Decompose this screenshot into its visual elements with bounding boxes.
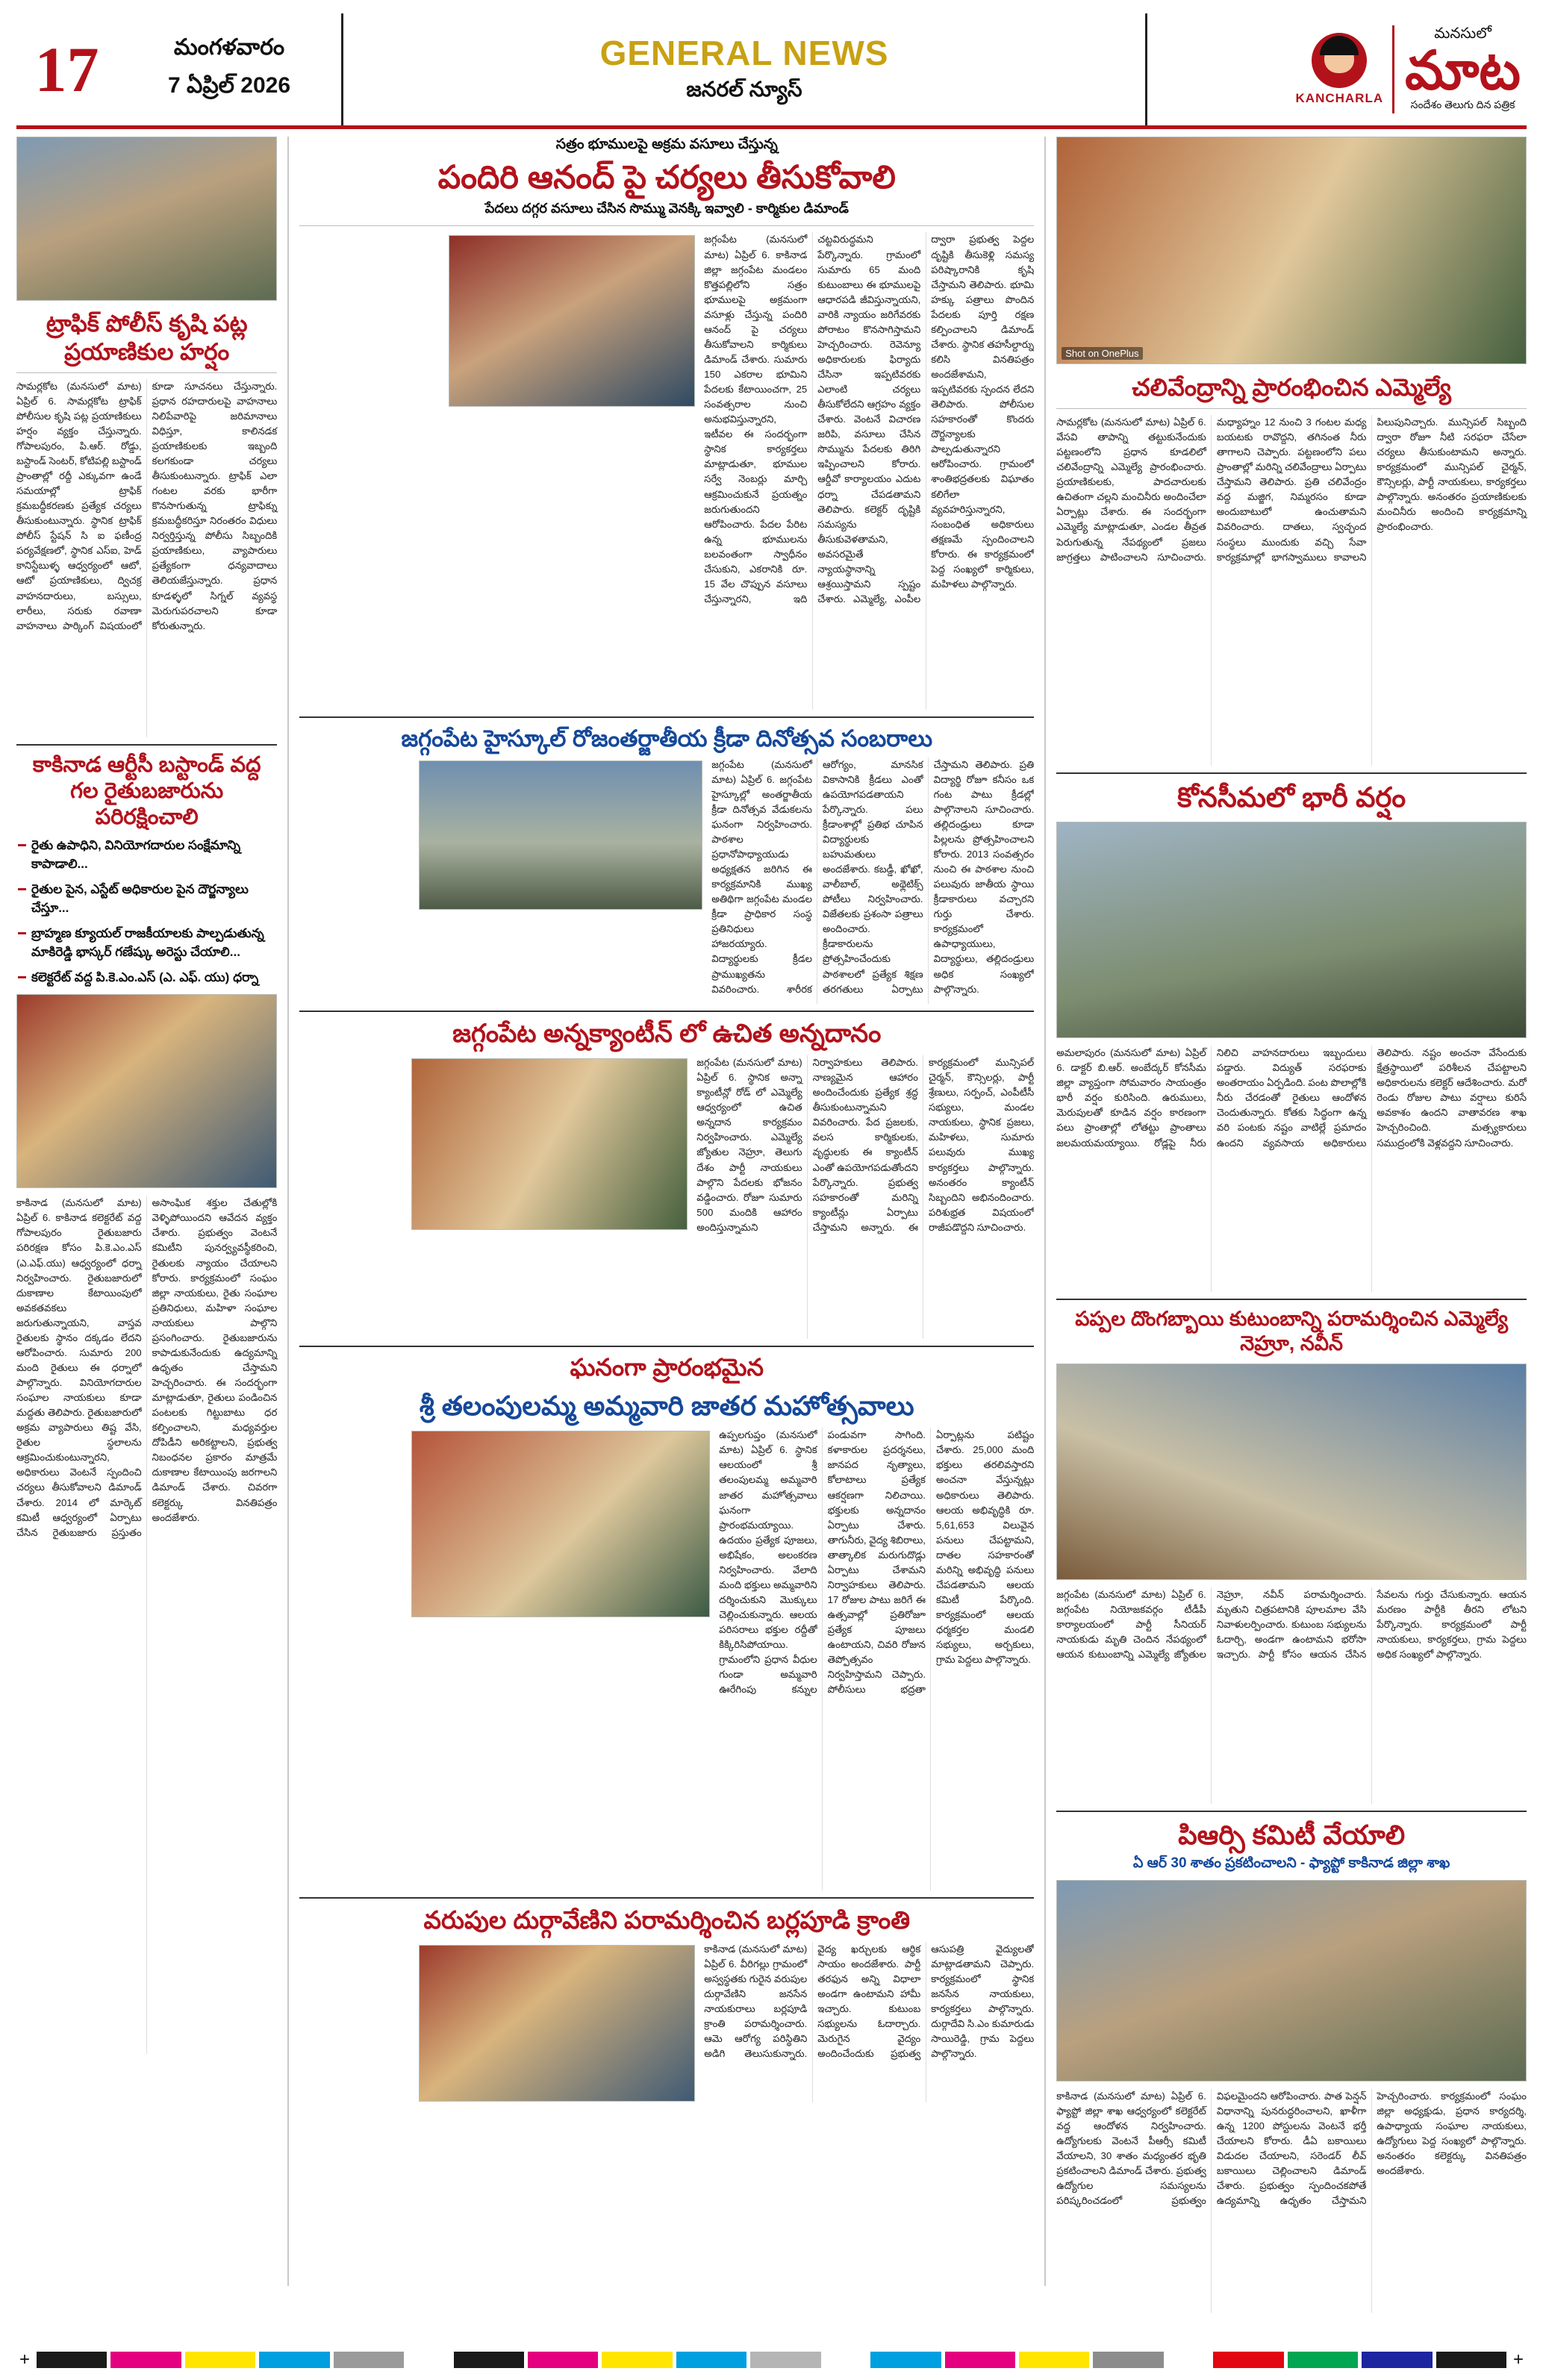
color-swatch bbox=[334, 2352, 404, 2368]
woman-face-icon bbox=[1312, 33, 1367, 88]
bullet-item: రైతుల పైన, ఎస్టేట్ అధికారుల పైన దౌర్జన్యాలు చేస్తూ... bbox=[16, 880, 277, 918]
color-swatch bbox=[37, 2352, 107, 2368]
section-title-en: GENERAL NEWS bbox=[599, 33, 889, 72]
bullet-item: కలెక్టరేట్ వద్ద పి.కె.ఎం.ఎస్ (ఎ. ఎఫ్. యు) ధర్నా bbox=[16, 968, 277, 987]
photo-dharna-protest bbox=[16, 994, 277, 1188]
logo-small-label: మనసులో bbox=[1434, 25, 1491, 43]
headline-rythubazar: కాకినాడ ఆర్టీసీ బస్టాండ్ వద్ద గల రైతుబజారును పరిరక్షించాలి bbox=[32, 752, 261, 830]
body-anand: జగ్గంపేట (మనసులో మాట) ఏప్రిల్ 6. కాకినాడ జిల్లా జగ్గంపేట మండలం కొత్తపల్లిలోని సత్రం భూములపై అక్రమంగా వసూళ్లు చేస్తున్న పందిరి ఆనంద్ పై చర్యలు తీసుకోవాలని కార్మికులు డిమాండ్ చేశారు. సుమారు 150 ఎకరాల భూమిని పేదలకు కేటాయించగా, 25 సంవత్సరాల నుంచి అనుభవిస్తున్నారని, ఇటీవల ఈ సందర్భంగా స్థానిక కార్యకర్తలు మాట్లాడుతూ, భూముల సర్వే నెంబర్లు మార్చి ఆక్రమించుకునే ప్రయత్నం జరుగుతుందని ఆరోపించారు. పేదల పేరిట ఉన్న భూములను బలవంతంగా స్వాధీనం చేసుకుని, ఎకరానికి రూ. 15 వేల చొప్పున వసూలు చేస్తున్నారని, ఇది చట్టవిరుద్ధమని పేర్కొన్నారు. గ్రామంలో సుమారు 65 మంది కుటుంబాలు ఈ భూములపై ఆధారపడి జీవిస్తున్నాయని, వారికి న్యాయం జరిగేవరకు పోరాటం కొనసాగిస్తామని హెచ్చరించారు. రెవెన్యూ అధికారులకు ఫిర్యాదు చేసినా ఇప్పటివరకు ఎలాంటి చర్యలు తీసుకోలేదని ఆగ్రహం వ్యక్తం చేశారు. వెంటనే విచారణ జరిపి, వసూలు చేసిన సొమ్మును పేదలకు తిరిగి ఇప్పించాలని కోరారు. ఆర్డీవో కార్యాలయం ఎదుట ధర్నా చేపడతామని తెలిపారు. కలెక్టర్ దృష్టికి సమస్యను తీసుకువెళతామని, అవసరమైతే న్యాయస్థానాన్ని ఆశ్రయిస్తామని స్పష్టం చేశారు. ఎమ్మెల్యే, ఎంపీల ద్వారా ప్రభుత్వ పెద్దల దృష్టికి తీసుకెళ్లి సమస్య పరిష్కారానికి కృషి చేస్తామని తెలిపారు. భూమి హక్కు పత్రాలు పొందిన పేదలకు పూర్తి రక్షణ కల్పించాలని డిమాండ్ చేశారు. స్థానిక తహసీల్దార్ను కలిసి వినతిపత్రం అందజేశామని, ఇప్పటివరకు స్పందన లేదని తెలిపారు. పోలీసుల సహకారంతో కొందరు దౌర్జన్యాలకు పాల్పడుతున్నారని ఆరోపించారు. గ్రామంలో శాంతిభద్రతలకు విఘాతం కలిగేలా వ్యవహరిస్తున్నారని, సంబంధిత అధికారులు తక్షణమే స్పందించాలని కోరారు. ఈ కార్యక్రమంలో పెద్ద సంఖ్యలో కార్మికులు, మహిళలు పాల్గొన్నారు. bbox=[704, 234, 1035, 605]
photo-watermark-label: Shot on OnePlus bbox=[1062, 347, 1142, 360]
story-jatara bbox=[299, 1428, 1034, 1890]
color-swatch-gap bbox=[825, 2352, 867, 2368]
photo-janasena-visit bbox=[419, 1945, 695, 2102]
publication-logo bbox=[1147, 13, 1527, 125]
section-title-block bbox=[341, 13, 1147, 125]
headline-condolence-visit: పప్పల దొంగబ్బాయి కుటుంబాన్ని పరామర్శించిన ఎమ్మెల్యే నెహ్రూ, నవీన్ bbox=[1075, 1308, 1508, 1355]
body-traffic-police: సామర్లకోట (మనసులో మాట) ఏప్రిల్ 6. సామర్లకోట ట్రాఫిక్ పోలీసుల కృషి పట్ల ప్రయాణికులు హర్షం వ్యక్తం చేస్తున్నారు. గోపాలపురం, పి.ఆర్. రోడ్డు, బస్టాండ్ సెంటర్, కోటిపల్లి బస్టాండ్ ప్రాంతాల్లో రద్దీ ఎక్కువగా ఉండే సమయాల్లో ట్రాఫిక్ క్రమబద్ధీకరణకు ప్రత్యేక చర్యలు తీసుకుంటున్నారు. స్థానిక ట్రాఫిక్ పోలీస్ స్టేషన్ సి ఐ ఫణీంద్ర పర్యవేక్షణలో, స్థానిక ఎస్ఐ, హెడ్ కానిస్టేబుళ్ళ ఆధ్వర్యంలో ఆటో, ఆటో ప్రయాణికులు, ద్విచక్ర వాహనదారులు, బస్సులు, లారీలు, సరుకు రవాణా వాహనాలు పార్కింగ్ విషయంలో కూడా సూచనలు చేస్తున్నారు. ప్రధాన రహదారులపై వాహనాలు నిలిపేవారిపై జరిమానాలు విధిస్తూ, కాలినడక ప్రయాణికులకు ఇబ్బంది కలగకుండా చర్యలు తీసుకుంటున్నారు. ట్రాఫిక్ ఎలా గంటల వరకు భారీగా కొనసాగుతున్న ట్రాఫిక్ను క్రమబద్ధీకరిస్తూ నిరంతరం విధులు నిర్వర్తిస్తున్న పోలీసు సిబ్బందికి ప్రయాణికులు, వ్యాపారులు ప్రత్యేకంగా ధన్యవాదాలు తెలియజేస్తున్నారు. ప్రధాన కూడళ్ళలో సిగ్నల్ వ్యవస్థ మెరుగుపరచాలని కూడా కోరుతున్నారు. bbox=[16, 380, 278, 631]
color-swatch bbox=[1362, 2352, 1432, 2368]
right-column bbox=[1056, 137, 1527, 2286]
subhead-anand: పేదలు దగ్గర వసూలు చేసిన సొమ్ము వెనక్కి ఇవ్వాలి - కార్మికుల డిమాండ్ bbox=[484, 201, 849, 216]
story-anna-canteen bbox=[299, 1055, 1034, 1339]
color-swatch bbox=[1019, 2352, 1089, 2368]
color-swatch bbox=[602, 2352, 672, 2368]
bullet-item: బ్రాహ్మణ క్యూయల్ రాజకీయాలకు పాల్పడుతున్న మాకిరెడ్డి భాస్కర్ గణేష్కు అరెస్టు చేయాలి... bbox=[16, 924, 277, 962]
logo-kancharla-label: KANCHARLA bbox=[1295, 91, 1384, 105]
registration-mark-left: + bbox=[19, 2349, 30, 2370]
color-swatch bbox=[1436, 2352, 1506, 2368]
color-swatch bbox=[1093, 2352, 1163, 2368]
subhead-prc-committee: ఏ ఆర్ 30 శాతం ప్రకటించాలని - ఫ్యాప్టో కాకినాడ జిల్లా శాఖ bbox=[1132, 1855, 1450, 1871]
headline-jatara: శ్రీ తలంపులమ్మ అమ్మవారి జాతర మహోత్సవాలు bbox=[419, 1390, 914, 1422]
middle-column bbox=[299, 137, 1034, 2286]
weekday-label: మంగళవారం bbox=[173, 35, 285, 60]
page-number: 17 bbox=[34, 34, 99, 105]
headline-prc-committee: పిఆర్సి కమిటీ వేయాలి bbox=[1178, 1820, 1406, 1851]
color-swatch bbox=[185, 2352, 255, 2368]
logo-tagline: సందేశం తెలుగు దిన పత్రిక bbox=[1410, 98, 1515, 110]
page-grid bbox=[16, 137, 1527, 2286]
registration-mark-right: + bbox=[1512, 2349, 1524, 2370]
body-heavy-rain: అమలాపురం (మనసులో మాట) ఏప్రిల్ 6. డాక్టర్ బి.ఆర్. అంబేద్కర్ కోనసీమ జిల్లా వ్యాప్తంగా సోమవారం సాయంత్రం భారీ వర్షం కురిసింది. ఉరుములు, మెరుపులతో కూడిన వర్షం కారణంగా పలు ప్రాంతాల్లో లోతట్టు ప్రాంతాలు జలమయమయ్యాయి. రోడ్లపై నీరు నిలిచి వాహనదారులు ఇబ్బందులు పడ్డారు. విద్యుత్ సరఫరాకు అంతరాయం ఏర్పడింది. పంట పొలాల్లోకి నీరు చేరడంతో రైతులు ఆందోళన చెందుతున్నారు. కోతకు సిద్ధంగా ఉన్న వరి పంటకు నష్టం వాటిల్లే ప్రమాదం ఉందని వ్యవసాయ అధికారులు తెలిపారు. నష్టం అంచనా వేసేందుకు క్షేత్రస్థాయిలో పరిశీలన చేపట్టాలని అధికారులను కలెక్టర్ ఆదేశించారు. మరో రెండు రోజుల పాటు వర్షాలు కురిసే అవకాశం ఉందని వాతావరణ శాఖ హెచ్చరించింది. మత్స్యకారులు సముద్రంలోకి వెళ్లవద్దని సూచించారు. bbox=[1056, 1047, 1527, 1149]
photo-fapto-protest bbox=[1056, 1880, 1527, 2081]
color-swatch bbox=[870, 2352, 941, 2368]
headline-traffic-police: ట్రాఫిక్ పోలీస్ కృషి పట్ల ప్రయాణికుల హర్షం bbox=[46, 310, 248, 365]
color-swatch bbox=[454, 2352, 524, 2368]
logo-main-label: మాట bbox=[1405, 41, 1521, 101]
body-paramarsha: కాకినాడ (మనసులో మాట) ఏప్రిల్ 6. వీరిగల్లు గ్రామంలో అస్వస్థతకు గురైన వరుపుల దుర్గావేణిని జనసేన నాయకురాలు బర్లపూడి క్రాంతి పరామర్శించారు. ఆమె ఆరోగ్య పరిస్థితిని అడిగి తెలుసుకున్నారు. వైద్య ఖర్చులకు ఆర్థిక సాయం అందజేశారు. పార్టీ తరఫున అన్ని విధాలా అండగా ఉంటామని హామీ ఇచ్చారు. కుటుంబ సభ్యులను ఓదార్చారు. మెరుగైన వైద్యం అందించేందుకు ప్రభుత్వ ఆసుపత్రి వైద్యులతో మాట్లాడతామని చెప్పారు. కార్యక్రమంలో స్థానిక జనసేన నాయకులు, కార్యకర్తలు పాల్గొన్నారు. దుర్గాదేవి సి.ఎం కుమారుడు సాయిరెడ్డి, గ్రామ పెద్దలు పాల్గొన్నారు. bbox=[704, 1943, 1035, 2059]
logo-emblem bbox=[1296, 33, 1384, 106]
headline-heavy-rain: కోనసీమలో భారీ వర్షం bbox=[1177, 782, 1406, 813]
column-divider bbox=[1044, 137, 1046, 2286]
headline-paramarsha: వరుపుల దుర్గావేణిని పరామర్శించిన బర్లపూడి క్రాంతి bbox=[423, 1906, 911, 1934]
date-block bbox=[117, 13, 341, 125]
story-anand bbox=[299, 232, 1034, 710]
color-swatch bbox=[1213, 2352, 1283, 2368]
body-rythubazar: కాకినాడ (మనసులో మాట) ఏప్రిల్ 6. కాకినాడ కలెక్టరేట్ వద్ద గోపాలపురం రైతుబజారు పరిరక్షణ కోసం పి.కె.ఎం.ఎస్ (ఎ.ఎఫ్.యు) ఆధ్వర్యంలో ధర్నా నిర్వహించారు. రైతుబజారులో దుకాణాల కేటాయింపులో అవకతవకలు జరుగుతున్నాయని, వాస్తవ రైతులకు స్థానం దక్కడం లేదని ఆరోపించారు. సుమారు 200 మంది రైతులు ఈ ధర్నాలో పాల్గొన్నారు. వినియోగదారుల సంఘాల నాయకులు కూడా మద్దతు తెలిపారు. రైతుబజారులో అక్రమ వ్యాపారులు తిష్ట వేసి, రైతుల స్థలాలను ఆక్రమించుకుంటున్నారని, అధికారులు వెంటనే స్పందించి చర్యలు తీసుకోవాలని డిమాండ్ చేశారు. 2014 లో మార్కెట్ కమిటీ ఆధ్వర్యంలో ఏర్పాటు చేసిన రైతుబజారు ప్రస్తుతం అసాంఘిక శక్తుల చేతుల్లోకి వెళ్ళిపోయిందని ఆవేదన వ్యక్తం చేశారు. ప్రభుత్వం వెంటనే కమిటీని పునర్వ్యవస్థీకరించి, రైతులకు న్యాయం చేయాలని కోరారు. కార్యక్రమంలో సంఘం జిల్లా నాయకులు, రైతు సంఘాల ప్రతినిధులు, మహిళా సంఘాల నాయకులు పాల్గొని ప్రసంగించారు. రైతుబజారును కాపాడుకునేందుకు ఉద్యమాన్ని ఉధృతం చేస్తామని హెచ్చరించారు. ఈ సందర్భంగా మాట్లాడుతూ, రైతులు పండించిన పంటలకు గిట్టుబాటు ధర కల్పించాలని, మధ్యవర్తుల దోపిడీని అరికట్టాలని, ప్రభుత్వ నిబంధనల ప్రకారం మాత్రమే దుకాణాల కేటాయింపు జరగాలని డిమాండ్ చేశారు. చివరగా కలెక్టర్కు వినతిపత్రం అందజేశారు. bbox=[16, 1197, 278, 1538]
left-column bbox=[16, 137, 277, 2286]
logo-wordmark bbox=[1392, 25, 1521, 113]
column-divider bbox=[287, 137, 289, 2286]
color-swatch bbox=[676, 2352, 746, 2368]
kicker-anand: సత్రం భూములపై అక్రమ వసూలు చేస్తున్న bbox=[555, 137, 778, 152]
story-sports-day bbox=[299, 758, 1034, 1004]
color-swatch bbox=[750, 2352, 820, 2368]
body-jatara: ఉప్పలగుప్తం (మనసులో మాట) ఏప్రిల్ 6. స్థానిక ఆలయంలో శ్రీ తలంపులమ్మ అమ్మవారి జాతర మహోత్సవాలు ఘనంగా ప్రారంభమయ్యాయి. ఉదయం ప్రత్యేక పూజలు, అభిషేకం, అలంకరణ నిర్వహించారు. వేలాది మంది భక్తులు అమ్మవారిని దర్శించుకుని మొక్కులు చెల్లించుకున్నారు. ఆలయ పరిసరాలు భక్తుల రద్దీతో కిక్కిరిసిపోయాయి. గ్రామంలోని ప్రధాన వీధుల గుండా అమ్మవారి ఊరేగింపు కన్నుల పండువగా సాగింది. కళాకారుల ప్రదర్శనలు, జానపద నృత్యాలు, కోలాటాలు ప్రత్యేక ఆకర్షణగా నిలిచాయి. భక్తులకు అన్నదానం ఏర్పాటు చేశారు. తాగునీరు, వైద్య శిబిరాలు, తాత్కాలిక మరుగుదొడ్లు ఏర్పాటు చేశామని నిర్వాహకులు తెలిపారు. 17 రోజుల పాటు జరిగే ఈ ఉత్సవాల్లో ప్రతిరోజూ ప్రత్యేక పూజలు ఉంటాయని, చివరి రోజున తెప్పోత్సవం నిర్వహిస్తామని చెప్పారు. పోలీసులు భద్రతా ఏర్పాట్లను పటిష్టం చేశారు. 25,000 మంది భక్తులు తరలివస్తారని అంచనా వేస్తున్నట్లు అధికారులు తెలిపారు. ఆలయ అభివృద్ధికి రూ. 5,61,653 విలువైన పనులు చేపట్టామని, దాతల సహకారంతో మరిన్ని అభివృద్ధి పనులు చేపడతామని ఆలయ కమిటీ పేర్కొంది. కార్యక్రమంలో ఆలయ ధర్మకర్తల మండలి సభ్యులు, అర్చకులు, గ్రామ పెద్దలు పాల్గొన్నారు. bbox=[719, 1429, 1035, 1696]
photo-food-distribution bbox=[411, 1058, 688, 1230]
headline-anna-canteen: జగ్గంపేట అన్నక్యాంటీన్ లో ఉచిత అన్నదానం bbox=[452, 1019, 882, 1048]
kicker-jatara: ఘనంగా ప్రారంభమైన bbox=[570, 1354, 764, 1381]
color-swatch bbox=[110, 2352, 181, 2368]
bullet-list-rythubazar bbox=[16, 836, 277, 987]
section-title-te: జనరల్ న్యూస్ bbox=[686, 77, 802, 101]
body-chalivendram: సామర్లకోట (మనసులో మాట) ఏప్రిల్ 6. వేసవి తాపాన్ని తట్టుకునేందుకు పట్టణంలోని ప్రధాన కూడలిలో చలివేంద్రాన్ని ఎమ్మెల్యే ప్రారంభించారు. ప్రయాణికులకు, పాదచారులకు ఉచితంగా చల్లని మంచినీరు అందించేలా ఏర్పాట్లు చేశారు. ఈ సందర్భంగా ఎమ్మెల్యే మాట్లాడుతూ, ఎండల తీవ్రత పెరుగుతున్న నేపథ్యంలో ప్రజలు జాగ్రత్తలు పాటించాలని సూచించారు. మధ్యాహ్నం 12 నుంచి 3 గంటల మధ్య బయటకు రావొద్దని, తగినంత నీరు తాగాలని చెప్పారు. పట్టణంలోని పలు ప్రాంతాల్లో మరిన్ని చలివేంద్రాలు ఏర్పాటు చేస్తామని తెలిపారు. ప్రతి చలివేంద్రం వద్ద మజ్జిగ, నిమ్మరసం కూడా అందుబాటులో ఉంచుతామని వివరించారు. దాతలు, స్వచ్ఛంద సంస్థలు ముందుకు వచ్చి సేవా కార్యక్రమాల్లో భాగస్వాములు కావాలని పిలుపునిచ్చారు. మున్సిపల్ సిబ్బంది ద్వారా రోజూ నీటి సరఫరా చేసేలా చర్యలు తీసుకుంటామని అన్నారు. కార్యక్రమంలో మున్సిపల్ చైర్మన్, కౌన్సిలర్లు, పార్టీ నాయకులు, కార్యకర్తలు పాల్గొన్నారు. అనంతరం ప్రయాణికులకు మంచినీరు అందించి కార్యక్రమాన్ని ప్రారంభించారు. bbox=[1056, 416, 1527, 563]
color-swatch-gap bbox=[1168, 2352, 1210, 2368]
headline-sports-day: జగ్గంపేట హైస్కూల్ రోజంతర్జాతీయ క్రీడా దినోత్సవ సంబరాలు bbox=[401, 725, 933, 752]
photo-rainy-street bbox=[1056, 822, 1527, 1038]
date-label: 7 ఏప్రిల్ 2026 bbox=[167, 73, 291, 98]
photo-traffic-police bbox=[16, 137, 277, 301]
headline-anand: పందిరి ఆనంద్ పై చర్యలు తీసుకోవాలి bbox=[437, 160, 896, 196]
color-swatch bbox=[528, 2352, 598, 2368]
color-swatch bbox=[1288, 2352, 1358, 2368]
color-calibration-bar bbox=[16, 2350, 1527, 2370]
bullet-item: రైతు ఉపాధిని, వినియోగదారుల సంక్షేమాన్ని కాపాడాలి... bbox=[16, 836, 277, 874]
masthead bbox=[16, 13, 1527, 129]
photo-sports-felicitation bbox=[419, 760, 702, 910]
photo-condolence-meeting bbox=[1056, 1364, 1527, 1580]
photo-press-meet bbox=[449, 235, 695, 407]
body-prc-committee: కాకినాడ (మనసులో మాట) ఏప్రిల్ 6. ఫ్యాప్టో జిల్లా శాఖ ఆధ్వర్యంలో కలెక్టరేట్ వద్ద ఆందోళన నిర్వహించారు. ఉద్యోగులకు వెంటనే పీఆర్సీ కమిటీ వేయాలని, 30 శాతం మధ్యంతర భృతి ప్రకటించాలని డిమాండ్ చేశారు. ప్రభుత్వ ఉద్యోగుల సమస్యలను పరిష్కరించడంలో ప్రభుత్వం విఫలమైందని ఆరోపించారు. పాత పెన్షన్ విధానాన్ని పునరుద్ధరించాలని, ఖాళీగా ఉన్న 1200 పోస్టులను వెంటనే భర్తీ చేయాలని కోరారు. డీఏ బకాయిలు విడుదల చేయాలని, సరెండర్ లీవ్ బకాయిలు చెల్లించాలని డిమాండ్ చేశారు. ప్రభుత్వం స్పందించకపోతే ఉద్యమాన్ని ఉధృతం చేస్తామని హెచ్చరించారు. కార్యక్రమంలో సంఘం జిల్లా అధ్యక్షుడు, ప్రధాన కార్యదర్శి, ఉపాధ్యాయ సంఘాల నాయకులు, ఉద్యోగులు పెద్ద సంఖ్యలో పాల్గొన్నారు. అనంతరం కలెక్టర్కు వినతిపత్రం అందజేశారు. bbox=[1056, 2090, 1527, 2207]
color-swatch bbox=[259, 2352, 329, 2368]
color-swatch-gap bbox=[408, 2352, 450, 2368]
color-swatch bbox=[945, 2352, 1015, 2368]
body-anna-canteen: జగ్గంపేట (మనసులో మాట) ఏప్రిల్ 6. స్థానిక అన్నా క్యాంటీన్లో రోడ్ లో ఎమ్మెల్యే ఆధ్వర్యంలో ఉచిత అన్నదాన కార్యక్రమం నిర్వహించారు. ఎమ్మెల్యే జ్యోతుల నెహ్రూ, తెలుగు దేశం పార్టీ నాయకులు పాల్గొని పేదలకు భోజనం వడ్డించారు. రోజూ సుమారు 500 మందికి ఆహారం అందిస్తున్నామని నిర్వాహకులు తెలిపారు. నాణ్యమైన ఆహారం అందించేందుకు ప్రత్యేక శ్రద్ధ తీసుకుంటున్నామని వివరించారు. పేద ప్రజలకు, వలస కార్మికులకు, వృద్ధులకు ఈ క్యాంటీన్ ఎంతో ఉపయోగపడుతోందని పేర్కొన్నారు. ప్రభుత్వ సహకారంతో మరిన్ని క్యాంటీన్లు ఏర్పాటు చేస్తామని అన్నారు. ఈ కార్యక్రమంలో మున్సిపల్ చైర్మన్, కౌన్సిలర్లు, పార్టీ శ్రేణులు, సర్పంచ్, ఎంపీటీసీ సభ్యులు, మండల నాయకులు, స్థానిక ప్రజలు, మహిళలు, సుమారు పలువురు ముఖ్య కార్యకర్తలు పాల్గొన్నారు. అనంతరం క్యాంటీన్ సిబ్బందిని అభినందించారు. పరిశుభ్రత విషయంలో రాజీపడొద్దని సూచించారు. bbox=[696, 1057, 1035, 1233]
photo-jatara-procession bbox=[411, 1431, 710, 1617]
body-sports-day: జగ్గంపేట (మనసులో మాట) ఏప్రిల్ 6. జగ్గంపేట హైస్కూల్లో అంతర్జాతీయ క్రీడా దినోత్సవ వేడుకలను ఘనంగా నిర్వహించారు. పాఠశాల ప్రధానోపాధ్యాయుడు అధ్యక్షతన జరిగిన ఈ కార్యక్రమానికి ముఖ్య అతిథిగా జగ్గంపేట మండల క్రీడా ప్రాధికార సంస్థ ప్రతినిధులు హాజరయ్యారు. విద్యార్థులకు క్రీడల ప్రాముఖ్యతను వివరించారు. శారీరక ఆరోగ్యం, మానసిక వికాసానికి క్రీడలు ఎంతో ఉపయోగపడతాయని పేర్కొన్నారు. పలు క్రీడాంశాల్లో ప్రతిభ చూపిన విద్యార్థులకు బహుమతులు అందజేశారు. కబడ్డీ, ఖోఖో, వాలీబాల్, అథ్లెటిక్స్ పోటీలు నిర్వహించారు. విజేతలకు ప్రశంసా పత్రాలు అందించారు. క్రీడాకారులను ప్రోత్సహించేందుకు పాఠశాలలో ప్రత్యేక శిక్షణ తరగతులు ఏర్పాటు చేస్తామని తెలిపారు. ప్రతి విద్యార్థి రోజూ కనీసం ఒక గంట పాటు క్రీడల్లో పాల్గొనాలని సూచించారు. తల్లిదండ్రులు కూడా పిల్లలను ప్రోత్సహించాలని కోరారు. 2013 సంవత్సరం నుంచి ఈ పాఠశాల నుంచి పలువురు జాతీయ స్థాయి క్రీడాకారులు వచ్చారని గుర్తు చేశారు. కార్యక్రమంలో ఉపాధ్యాయులు, విద్యార్థులు, తల్లిదండ్రులు అధిక సంఖ్యలో పాల్గొన్నారు. bbox=[711, 758, 1035, 995]
headline-chalivendram: చలివేంద్రాన్ని ప్రారంభించిన ఎమ్మెల్యే bbox=[1132, 374, 1451, 401]
body-condolence-visit: జగ్గంపేట (మనసులో మాట) ఏప్రిల్ 6. జగ్గంపేట నియోజకవర్గం టీడీపీ కార్యాలయంలో పార్టీ సీనియర్ నాయకుడు మృతి చెందిన నేపథ్యంలో ఆయన కుటుంబాన్ని ఎమ్మెల్యే జ్యోతుల నెహ్రూ, నవీన్ పరామర్శించారు. మృతుని చిత్రపటానికి పూలమాల వేసి నివాళులర్పించారు. కుటుంబ సభ్యులను ఓదార్చి, అండగా ఉంటామని భరోసా ఇచ్చారు. పార్టీ కోసం ఆయన చేసిన సేవలను గుర్తు చేసుకున్నారు. ఆయన మరణం పార్టీకి తీరని లోటని పేర్కొన్నారు. కార్యక్రమంలో పార్టీ నాయకులు, కార్యకర్తలు, గ్రామ పెద్దలు అధిక సంఖ్యలో పాల్గొన్నారు. bbox=[1056, 1589, 1527, 1661]
photo-ribbon-cutting bbox=[1056, 137, 1527, 364]
story-paramarsha bbox=[299, 1942, 1034, 2106]
